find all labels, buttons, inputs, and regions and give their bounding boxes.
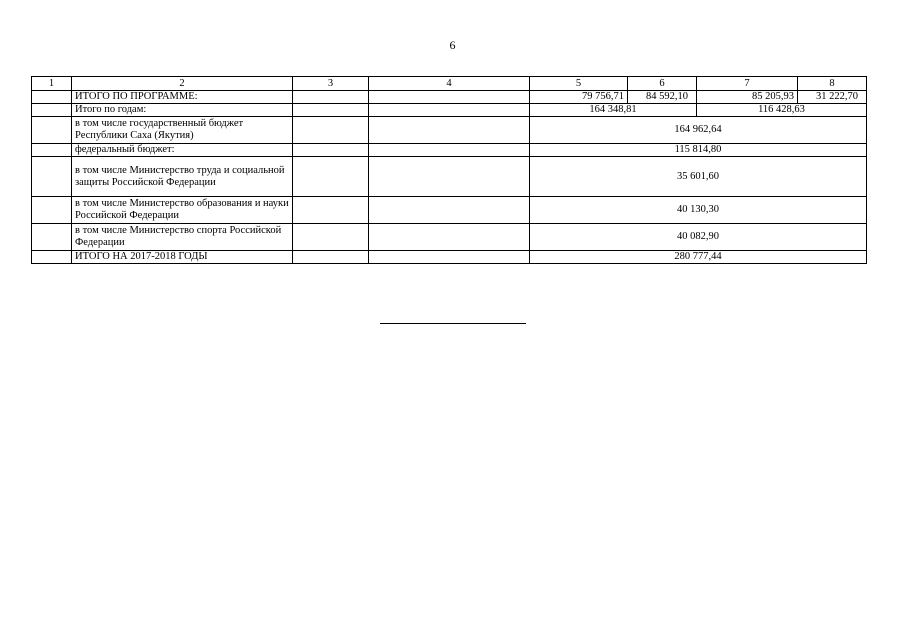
row-total-program — [32, 91, 867, 104]
empty-cell — [369, 197, 530, 224]
row-total-period — [32, 251, 867, 264]
value-merged: 35 601,60 — [530, 157, 867, 197]
row-number-cell — [32, 91, 72, 104]
header-col-6: 6 — [628, 77, 697, 91]
header-row — [32, 77, 867, 91]
header-col-2: 2 — [72, 77, 293, 91]
value-col-7: 85 205,93 — [697, 91, 798, 104]
header-col-3: 3 — [293, 77, 369, 91]
value-year-2018: 116 428,63 — [697, 104, 867, 117]
row-number-cell — [32, 224, 72, 251]
row-number-cell — [32, 251, 72, 264]
row-number-cell — [32, 197, 72, 224]
value-col-8: 31 222,70 — [798, 91, 867, 104]
row-label: в том числе Министерство образования и науки Российской Федерации — [72, 197, 293, 224]
row-label: федеральный бюджет: — [72, 144, 293, 157]
value-year-2017: 164 348,81 — [530, 104, 697, 117]
budget-table — [31, 76, 867, 264]
value-merged: 280 777,44 — [530, 251, 867, 264]
empty-cell — [293, 251, 369, 264]
empty-cell — [293, 157, 369, 197]
empty-cell — [369, 104, 530, 117]
empty-cell — [293, 224, 369, 251]
empty-cell — [369, 144, 530, 157]
value-merged: 115 814,80 — [530, 144, 867, 157]
header-col-1: 1 — [32, 77, 72, 91]
row-ministry-sport — [32, 224, 867, 251]
empty-cell — [293, 104, 369, 117]
value-merged: 164 962,64 — [530, 117, 867, 144]
empty-cell — [369, 157, 530, 197]
page-number: 6 — [449, 38, 456, 52]
row-label: в том числе Министерство спорта Российской Федерации — [72, 224, 293, 251]
empty-cell — [369, 91, 530, 104]
row-label: в том числе государственный бюджет Республики Саха (Якутия) — [72, 117, 293, 144]
row-label: в том числе Министерство труда и социальной защиты Российской Федерации — [72, 157, 293, 197]
row-total-years — [32, 104, 867, 117]
row-number-cell — [32, 144, 72, 157]
row-label: ИТОГО НА 2017-2018 ГОДЫ — [72, 251, 293, 264]
empty-cell — [369, 224, 530, 251]
empty-cell — [369, 117, 530, 144]
value-col-6: 84 592,10 — [628, 91, 697, 104]
empty-cell — [293, 91, 369, 104]
empty-cell — [293, 144, 369, 157]
value-col-5: 79 756,71 — [530, 91, 628, 104]
header-col-7: 7 — [697, 77, 798, 91]
row-label: Итого по годам: — [72, 104, 293, 117]
value-merged: 40 082,90 — [530, 224, 867, 251]
row-number-cell — [32, 157, 72, 197]
end-of-document-rule — [380, 323, 526, 324]
row-number-cell — [32, 104, 72, 117]
row-federal-budget — [32, 144, 867, 157]
value-merged: 40 130,30 — [530, 197, 867, 224]
empty-cell — [369, 251, 530, 264]
empty-cell — [293, 197, 369, 224]
header-col-4: 4 — [369, 77, 530, 91]
row-state-budget — [32, 117, 867, 144]
row-label: ИТОГО ПО ПРОГРАММЕ: — [72, 91, 293, 104]
row-ministry-labor — [32, 157, 867, 197]
header-col-8: 8 — [798, 77, 867, 91]
row-ministry-education — [32, 197, 867, 224]
row-number-cell — [32, 117, 72, 144]
empty-cell — [293, 117, 369, 144]
header-col-5: 5 — [530, 77, 628, 91]
